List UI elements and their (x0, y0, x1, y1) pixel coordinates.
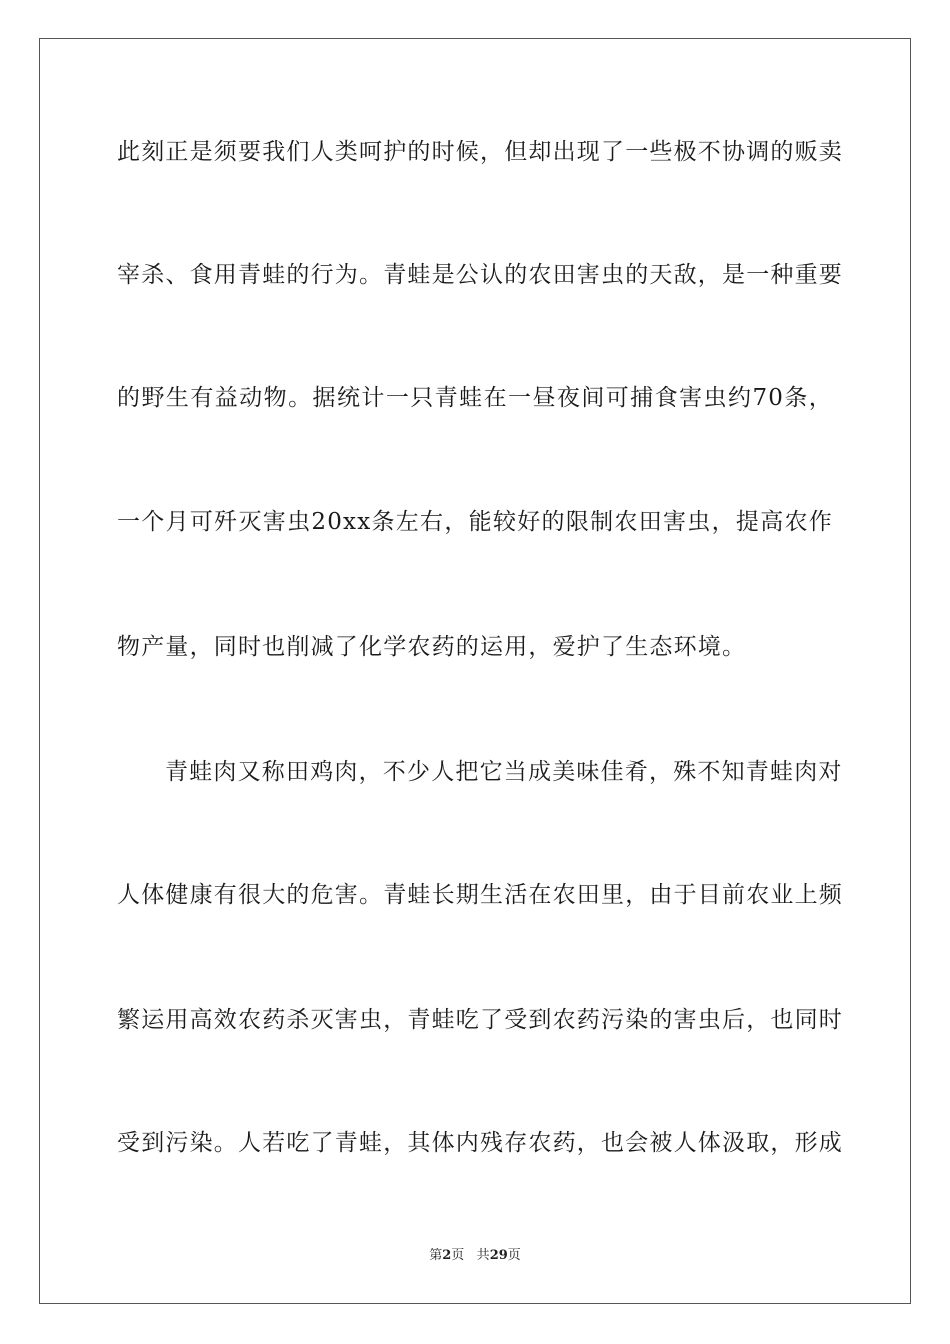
text-line: 繁运用高效农药杀灭害虫，青蛙吃了受到农药污染的害虫后，也同时 (117, 1007, 843, 1033)
total-prefix: 共 (476, 1248, 490, 1263)
page-number: 2 (442, 1248, 452, 1263)
text-line: 受到污染。人若吃了青蛙，其体内残存农药，也会被人体汲取，形成 (117, 1130, 843, 1156)
page-footer (0, 1248, 950, 1264)
total-pages: 29 (489, 1248, 508, 1263)
text-line: 物产量，同时也削减了化学农药的运用，爱护了生态环境。 (117, 634, 747, 660)
text-line: 宰杀、食用青蛙的行为。青蛙是公认的农田害虫的天敌，是一种重要 (117, 262, 843, 288)
text-line: 此刻正是须要我们人类呵护的时候，但却出现了一些极不协调的贩卖 (117, 139, 843, 165)
page-border (39, 38, 911, 1304)
text-line: 一个月可歼灭害虫20xx条左右，能较好的限制农田害虫，提高农作 (117, 509, 833, 535)
page-prefix: 第 (429, 1248, 443, 1263)
text-line: 的野生有益动物。据统计一只青蛙在一昼夜间可捕食害虫约70条， (117, 385, 833, 411)
total-suffix: 页 (507, 1248, 521, 1263)
text-line: 人体健康有很大的危害。青蛙长期生活在农田里，由于目前农业上频 (117, 882, 843, 908)
page-suffix: 页 (451, 1248, 465, 1263)
paragraph-first-line: 青蛙肉又称田鸡肉，不少人把它当成美味佳肴，殊不知青蛙肉对 (165, 759, 843, 785)
